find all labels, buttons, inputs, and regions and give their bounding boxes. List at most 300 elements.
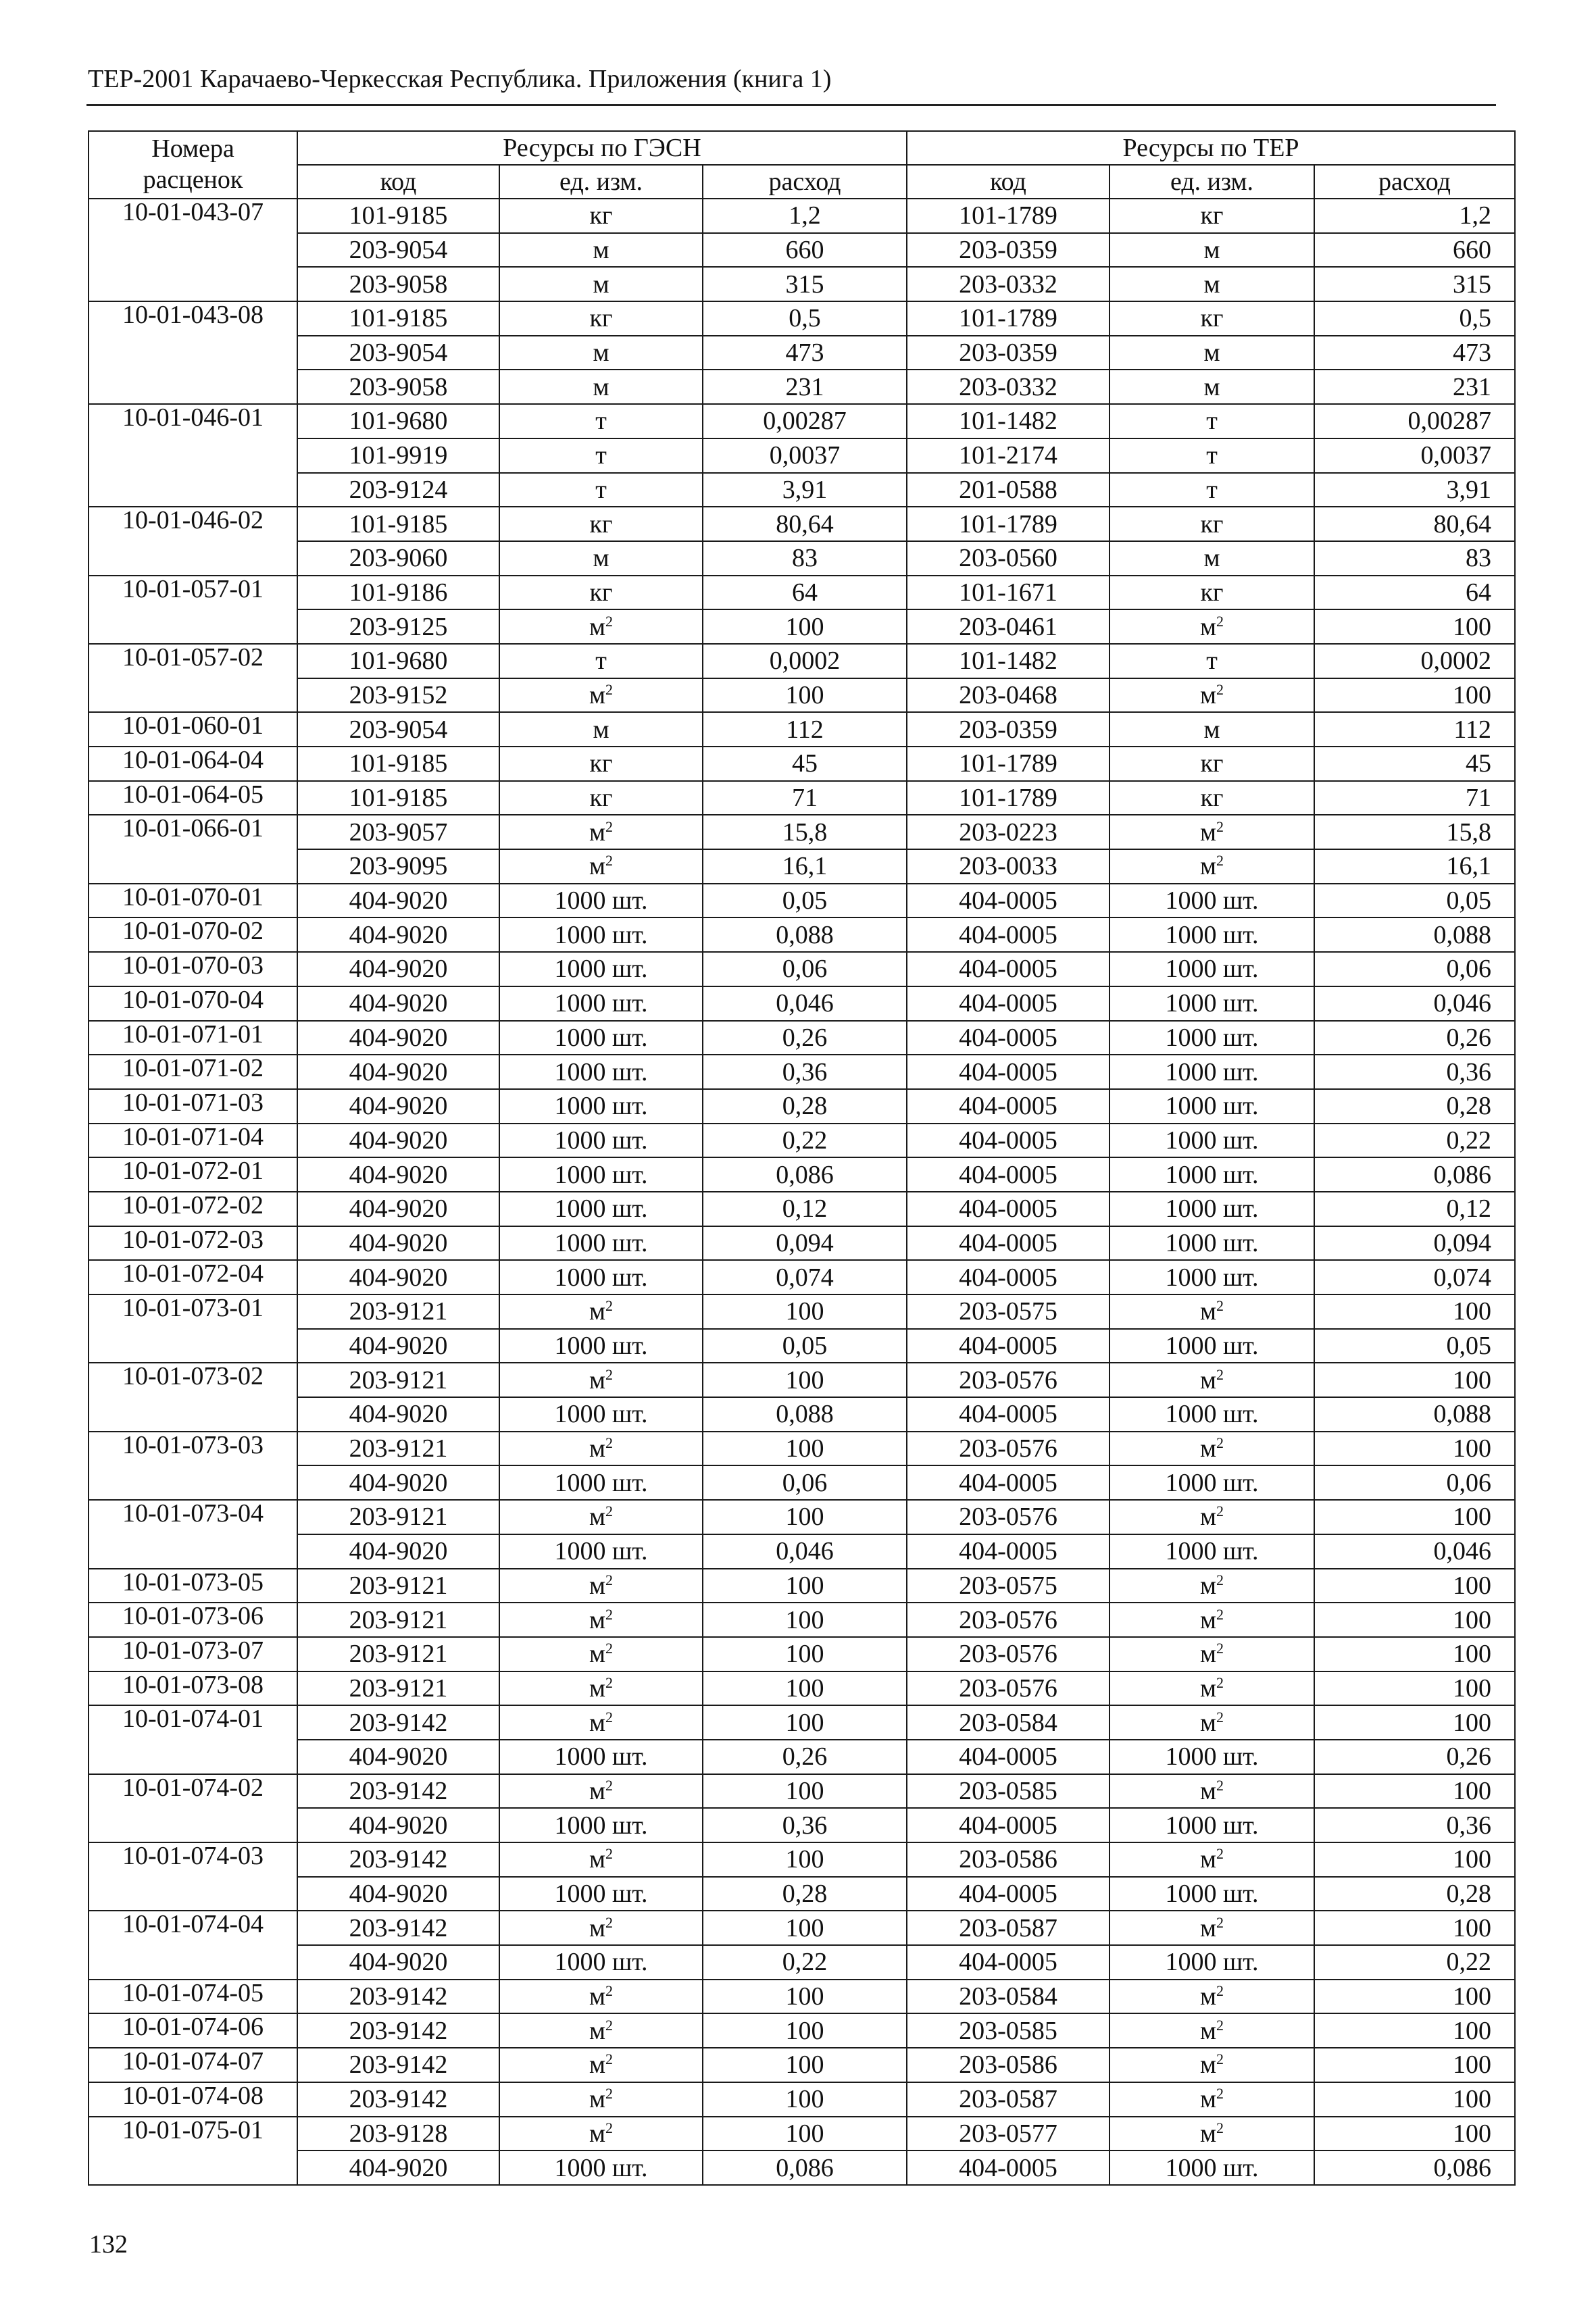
unit-exponent: 2 <box>1216 2119 1224 2136</box>
ter-qty: 0,074 <box>1314 1260 1515 1294</box>
head-gesn-qty: расход <box>703 165 907 199</box>
ter-code: 404-0005 <box>907 1260 1109 1294</box>
unit-text: м <box>1199 1297 1217 1326</box>
unit-exponent: 2 <box>1216 1982 1224 2000</box>
gesn-unit <box>499 1021 703 1055</box>
ter-unit <box>1109 986 1314 1021</box>
ter-unit <box>1109 1055 1314 1089</box>
gesn-code: 203-9121 <box>297 1569 499 1603</box>
gesn-code: 203-9095 <box>297 849 499 884</box>
unit-text: м <box>589 2051 606 2080</box>
ter-unit <box>1109 917 1314 952</box>
ter-code: 201-0588 <box>907 473 1109 507</box>
gesn-unit <box>499 2117 703 2151</box>
unit-text: м <box>1199 1605 1217 1634</box>
ter-unit <box>1109 2082 1314 2117</box>
resources-table <box>88 130 1516 2186</box>
ter-qty: 0,05 <box>1314 1329 1515 1363</box>
ter-unit <box>1109 1671 1314 1706</box>
unit-exponent: 2 <box>605 1913 614 1931</box>
gesn-unit <box>499 199 703 233</box>
rate-number: 10-01-071-03 <box>89 1089 297 1124</box>
head-rate-number <box>89 131 297 199</box>
gesn-qty: 100 <box>703 1637 907 1671</box>
gesn-qty: 80,64 <box>703 507 907 541</box>
ter-code: 404-0005 <box>907 1089 1109 1124</box>
unit-text: м <box>589 1845 606 1874</box>
ter-code: 203-0359 <box>907 233 1109 268</box>
ter-code: 404-0005 <box>907 1945 1109 1980</box>
ter-unit <box>1109 1021 1314 1055</box>
unit-text: 1000 шт. <box>1165 1126 1259 1155</box>
table-row <box>89 849 1515 884</box>
table-body <box>89 199 1515 2185</box>
unit-text: 1000 шт. <box>554 886 648 915</box>
ter-qty: 0,12 <box>1314 1192 1515 1226</box>
ter-qty: 100 <box>1314 678 1515 713</box>
table-row <box>89 884 1515 918</box>
gesn-code: 203-9142 <box>297 1980 499 2014</box>
gesn-qty: 473 <box>703 336 907 370</box>
ter-qty: 0,086 <box>1314 1157 1515 1192</box>
gesn-code: 404-9020 <box>297 1055 499 1089</box>
ter-unit <box>1109 781 1314 815</box>
unit-text: м <box>589 1571 606 1600</box>
table-row <box>89 336 1515 370</box>
gesn-qty: 231 <box>703 370 907 404</box>
table-row <box>89 1124 1515 1158</box>
ter-code: 203-0586 <box>907 2048 1109 2082</box>
ter-code: 404-0005 <box>907 917 1109 952</box>
ter-qty: 0,046 <box>1314 1534 1515 1569</box>
head-ter-qty: расход <box>1314 165 1515 199</box>
gesn-unit <box>499 849 703 884</box>
gesn-unit <box>499 1740 703 1774</box>
ter-code: 101-1482 <box>907 404 1109 438</box>
rate-number: 10-01-072-01 <box>89 1157 297 1192</box>
unit-text: 1000 шт. <box>1165 1811 1259 1840</box>
unit-exponent: 2 <box>605 1434 614 1452</box>
gesn-qty: 100 <box>703 1500 907 1534</box>
unit-text: кг <box>589 304 613 333</box>
rate-number: 10-01-074-05 <box>89 1980 297 2014</box>
unit-text: м <box>1199 1982 1217 2011</box>
gesn-unit <box>499 712 703 747</box>
table-row <box>89 1808 1515 1842</box>
ter-qty: 100 <box>1314 1911 1515 1945</box>
gesn-qty: 0,28 <box>703 1089 907 1124</box>
head-rate-number-line2: расценок <box>143 166 243 194</box>
unit-text: т <box>1206 441 1218 470</box>
unit-text: 1000 шт. <box>1165 1160 1259 1189</box>
head-gesn-unit: ед. изм. <box>499 165 703 199</box>
ter-code: 404-0005 <box>907 952 1109 986</box>
ter-code: 203-0575 <box>907 1569 1109 1603</box>
gesn-qty: 71 <box>703 781 907 815</box>
gesn-code: 404-9020 <box>297 1397 499 1432</box>
rate-number: 10-01-073-04 <box>89 1500 297 1568</box>
ter-qty: 0,05 <box>1314 884 1515 918</box>
table-row <box>89 2048 1515 2082</box>
table-row <box>89 2082 1515 2117</box>
gesn-code: 203-9125 <box>297 609 499 644</box>
rate-number: 10-01-070-01 <box>89 884 297 918</box>
unit-text: кг <box>589 749 613 778</box>
ter-code: 203-0576 <box>907 1363 1109 1397</box>
gesn-unit <box>499 1397 703 1432</box>
ter-code: 101-1482 <box>907 644 1109 678</box>
table-row <box>89 1465 1515 1500</box>
gesn-code: 203-9142 <box>297 1774 499 1809</box>
rate-number: 10-01-071-02 <box>89 1055 297 1089</box>
table-row <box>89 507 1515 541</box>
ter-unit <box>1109 473 1314 507</box>
unit-text: 1000 шт. <box>554 1194 648 1224</box>
table-row <box>89 815 1515 849</box>
gesn-qty: 100 <box>703 1294 907 1329</box>
ter-qty: 100 <box>1314 1842 1515 1877</box>
unit-exponent: 2 <box>1216 1297 1224 1315</box>
gesn-code: 404-9020 <box>297 1740 499 1774</box>
unit-exponent: 2 <box>605 1503 614 1520</box>
gesn-qty: 100 <box>703 1603 907 1637</box>
table-row <box>89 1705 1515 1740</box>
ter-code: 404-0005 <box>907 1808 1109 1842</box>
ter-code: 101-1789 <box>907 781 1109 815</box>
unit-text: кг <box>589 784 613 813</box>
unit-text: м <box>1203 715 1220 744</box>
unit-text: 1000 шт. <box>1165 1057 1259 1086</box>
unit-text: м <box>589 2016 606 2045</box>
rate-number: 10-01-064-04 <box>89 747 297 781</box>
ter-code: 203-0033 <box>907 849 1109 884</box>
ter-qty: 71 <box>1314 781 1515 815</box>
unit-text: 1000 шт. <box>554 1126 648 1155</box>
gesn-qty: 100 <box>703 2048 907 2082</box>
gesn-unit <box>499 1157 703 1192</box>
unit-text: 1000 шт. <box>1165 1468 1259 1497</box>
table-row <box>89 1671 1515 1706</box>
gesn-code: 404-9020 <box>297 1192 499 1226</box>
unit-exponent: 2 <box>605 818 614 835</box>
unit-text: кг <box>1200 304 1224 333</box>
unit-exponent: 2 <box>605 1571 614 1588</box>
gesn-code: 101-9680 <box>297 644 499 678</box>
unit-text: т <box>595 475 607 504</box>
ter-code: 101-2174 <box>907 438 1109 473</box>
unit-text: м <box>1199 1640 1217 1669</box>
gesn-unit <box>499 917 703 952</box>
table-row <box>89 1055 1515 1089</box>
unit-text: т <box>595 407 607 436</box>
ter-qty: 16,1 <box>1314 849 1515 884</box>
ter-unit <box>1109 1192 1314 1226</box>
gesn-unit <box>499 747 703 781</box>
ter-code: 404-0005 <box>907 2150 1109 2185</box>
table-row <box>89 301 1515 336</box>
ter-qty: 100 <box>1314 1774 1515 1809</box>
unit-text: м <box>593 338 609 368</box>
ter-qty: 660 <box>1314 233 1515 268</box>
unit-text: 1000 шт. <box>1165 1332 1259 1361</box>
gesn-qty: 3,91 <box>703 473 907 507</box>
ter-unit <box>1109 1945 1314 1980</box>
unit-text: 1000 шт. <box>554 1742 648 1771</box>
table-row <box>89 1500 1515 1534</box>
unit-text: 1000 шт. <box>1165 1194 1259 1224</box>
ter-qty: 0,26 <box>1314 1740 1515 1774</box>
ter-unit <box>1109 1124 1314 1158</box>
ter-qty: 0,0037 <box>1314 438 1515 473</box>
unit-text: т <box>1206 475 1218 504</box>
rate-number: 10-01-073-05 <box>89 1569 297 1603</box>
unit-exponent: 2 <box>605 1365 614 1383</box>
gesn-code: 203-9058 <box>297 267 499 301</box>
gesn-unit <box>499 1877 703 1911</box>
unit-exponent: 2 <box>1216 1640 1224 1657</box>
ter-unit <box>1109 1705 1314 1740</box>
unit-exponent: 2 <box>605 1708 614 1726</box>
table-row <box>89 1534 1515 1569</box>
gesn-code: 203-9142 <box>297 2048 499 2082</box>
gesn-qty: 0,26 <box>703 1740 907 1774</box>
table-row <box>89 609 1515 644</box>
unit-text: м <box>589 680 606 709</box>
ter-code: 203-0585 <box>907 2013 1109 2048</box>
gesn-unit <box>499 1294 703 1329</box>
rate-number: 10-01-046-01 <box>89 404 297 507</box>
gesn-unit <box>499 1329 703 1363</box>
gesn-code: 404-9020 <box>297 1465 499 1500</box>
unit-text: 1000 шт. <box>1165 1023 1259 1052</box>
unit-text: 1000 шт. <box>554 1400 648 1429</box>
ter-unit <box>1109 507 1314 541</box>
unit-exponent: 2 <box>1216 852 1224 870</box>
gesn-code: 203-9142 <box>297 2082 499 2117</box>
ter-code: 203-0577 <box>907 2117 1109 2151</box>
ter-unit <box>1109 1260 1314 1294</box>
ter-unit <box>1109 952 1314 986</box>
gesn-unit <box>499 1705 703 1740</box>
unit-text: кг <box>589 578 613 607</box>
unit-text: м <box>593 715 609 744</box>
gesn-unit <box>499 2082 703 2117</box>
ter-qty: 15,8 <box>1314 815 1515 849</box>
ter-qty: 0,06 <box>1314 1465 1515 1500</box>
gesn-unit <box>499 233 703 268</box>
unit-exponent: 2 <box>605 612 614 630</box>
ter-code: 203-0576 <box>907 1671 1109 1706</box>
gesn-qty: 100 <box>703 2117 907 2151</box>
ter-unit <box>1109 1157 1314 1192</box>
rate-number: 10-01-072-03 <box>89 1226 297 1261</box>
gesn-qty: 0,046 <box>703 986 907 1021</box>
gesn-code: 404-9020 <box>297 1157 499 1192</box>
unit-text: 1000 шт. <box>1165 1537 1259 1566</box>
ter-qty: 100 <box>1314 2048 1515 2082</box>
gesn-code: 101-9185 <box>297 507 499 541</box>
ter-qty: 80,64 <box>1314 507 1515 541</box>
unit-text: м <box>1199 852 1217 881</box>
rate-number: 10-01-071-01 <box>89 1021 297 1055</box>
gesn-qty: 15,8 <box>703 815 907 849</box>
ter-code: 404-0005 <box>907 1124 1109 1158</box>
table-row <box>89 678 1515 713</box>
unit-text: 1000 шт. <box>554 1160 648 1189</box>
ter-code: 203-0584 <box>907 1705 1109 1740</box>
unit-text: м <box>1203 544 1220 573</box>
ter-qty: 0,088 <box>1314 1397 1515 1432</box>
gesn-qty: 100 <box>703 1432 907 1466</box>
gesn-qty: 100 <box>703 1569 907 1603</box>
gesn-unit <box>499 1842 703 1877</box>
gesn-qty: 1,2 <box>703 199 907 233</box>
table-row <box>89 1842 1515 1877</box>
gesn-code: 203-9121 <box>297 1637 499 1671</box>
gesn-code: 203-9060 <box>297 541 499 576</box>
ter-qty: 45 <box>1314 747 1515 781</box>
ter-qty: 0,22 <box>1314 1945 1515 1980</box>
gesn-unit <box>499 678 703 713</box>
unit-text: м <box>1199 1503 1217 1532</box>
table-row <box>89 1569 1515 1603</box>
gesn-qty: 100 <box>703 609 907 644</box>
head-gesn-resources: Ресурсы по ГЭСН <box>297 131 907 165</box>
unit-text: м <box>1203 372 1220 401</box>
ter-qty: 100 <box>1314 2013 1515 2048</box>
unit-text: кг <box>589 201 613 230</box>
unit-exponent: 2 <box>605 852 614 870</box>
unit-text: т <box>595 647 607 676</box>
ter-unit <box>1109 1432 1314 1466</box>
rate-number: 10-01-074-06 <box>89 2013 297 2048</box>
head-ter-code: код <box>907 165 1109 199</box>
ter-unit <box>1109 370 1314 404</box>
ter-code: 203-0576 <box>907 1500 1109 1534</box>
gesn-unit <box>499 1774 703 1809</box>
ter-qty: 231 <box>1314 370 1515 404</box>
unit-text: м <box>1199 1365 1217 1394</box>
unit-text: кг <box>1200 509 1224 538</box>
unit-text: м <box>589 1982 606 2011</box>
gesn-code: 203-9142 <box>297 2013 499 2048</box>
unit-text: 1000 шт. <box>554 1468 648 1497</box>
gesn-unit <box>499 1671 703 1706</box>
unit-text: кг <box>1200 749 1224 778</box>
unit-exponent: 2 <box>605 1982 614 2000</box>
unit-text: м <box>589 1297 606 1326</box>
ter-unit <box>1109 2150 1314 2185</box>
unit-text: м <box>1199 1708 1217 1737</box>
ter-unit <box>1109 884 1314 918</box>
gesn-qty: 100 <box>703 1363 907 1397</box>
ter-code: 404-0005 <box>907 1534 1109 1569</box>
unit-text: 1000 шт. <box>1165 955 1259 984</box>
rate-number: 10-01-073-07 <box>89 1637 297 1671</box>
ter-unit <box>1109 678 1314 713</box>
ter-unit <box>1109 1774 1314 1809</box>
table-row <box>89 1192 1515 1226</box>
table-row <box>89 370 1515 404</box>
table-row <box>89 1911 1515 1945</box>
gesn-code: 203-9142 <box>297 1705 499 1740</box>
gesn-code: 203-9054 <box>297 336 499 370</box>
gesn-unit <box>499 438 703 473</box>
ter-code: 404-0005 <box>907 1877 1109 1911</box>
table-row <box>89 747 1515 781</box>
gesn-qty: 0,06 <box>703 1465 907 1500</box>
gesn-unit <box>499 1192 703 1226</box>
unit-text: кг <box>1200 784 1224 813</box>
ter-code: 203-0359 <box>907 336 1109 370</box>
ter-code: 203-0576 <box>907 1637 1109 1671</box>
ter-qty: 100 <box>1314 1705 1515 1740</box>
ter-unit <box>1109 1911 1314 1945</box>
gesn-unit <box>499 986 703 1021</box>
unit-text: м <box>1199 1913 1217 1942</box>
unit-exponent: 2 <box>1216 2016 1224 2034</box>
head-gesn-code: код <box>297 165 499 199</box>
rate-number: 10-01-073-01 <box>89 1294 297 1363</box>
unit-text: м <box>589 1913 606 1942</box>
gesn-code: 404-9020 <box>297 2150 499 2185</box>
table-row <box>89 2150 1515 2185</box>
unit-exponent: 2 <box>605 680 614 698</box>
table-row <box>89 1945 1515 1980</box>
unit-exponent: 2 <box>605 2016 614 2034</box>
ter-code: 404-0005 <box>907 1157 1109 1192</box>
gesn-qty: 64 <box>703 576 907 610</box>
unit-text: 1000 шт. <box>1165 1400 1259 1429</box>
ter-code: 203-0586 <box>907 1842 1109 1877</box>
unit-exponent: 2 <box>605 1776 614 1794</box>
table-row <box>89 1432 1515 1466</box>
ter-unit <box>1109 1534 1314 1569</box>
ter-qty: 473 <box>1314 336 1515 370</box>
ter-qty: 100 <box>1314 1363 1515 1397</box>
unit-text: м <box>1199 1776 1217 1805</box>
gesn-code: 203-9054 <box>297 712 499 747</box>
ter-unit <box>1109 438 1314 473</box>
gesn-code: 203-9121 <box>297 1500 499 1534</box>
unit-exponent: 2 <box>1216 1776 1224 1794</box>
table-row <box>89 1329 1515 1363</box>
gesn-unit <box>499 336 703 370</box>
unit-exponent: 2 <box>1216 1365 1224 1383</box>
gesn-qty: 100 <box>703 1911 907 1945</box>
unit-exponent: 2 <box>605 2085 614 2103</box>
unit-text: м <box>589 1640 606 1669</box>
gesn-qty: 315 <box>703 267 907 301</box>
ter-qty: 83 <box>1314 541 1515 576</box>
unit-text: м <box>1199 2119 1217 2148</box>
gesn-code: 203-9121 <box>297 1363 499 1397</box>
rate-number: 10-01-070-03 <box>89 952 297 986</box>
gesn-code: 404-9020 <box>297 917 499 952</box>
unit-exponent: 2 <box>1216 1708 1224 1726</box>
gesn-unit <box>499 1363 703 1397</box>
rate-number: 10-01-057-02 <box>89 644 297 712</box>
ter-code: 101-1789 <box>907 301 1109 336</box>
rate-number: 10-01-071-04 <box>89 1124 297 1158</box>
table-row <box>89 2117 1515 2151</box>
unit-text: м <box>1199 1434 1217 1463</box>
ter-qty: 100 <box>1314 1294 1515 1329</box>
gesn-code: 404-9020 <box>297 1329 499 1363</box>
unit-text: т <box>595 441 607 470</box>
unit-text: м <box>1199 2016 1217 2045</box>
gesn-unit <box>499 644 703 678</box>
